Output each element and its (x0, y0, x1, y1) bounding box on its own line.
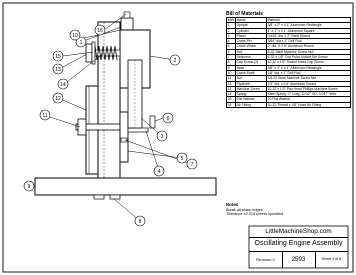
bom-header-name: Name (236, 18, 267, 23)
revision: Revision 0 (249, 251, 283, 268)
bom-item-name: Flat Washer (236, 97, 267, 102)
bom-item-material: 2" dia. X 0.6" Aluminum Round (267, 44, 351, 49)
note-line: Break all sharp edges (226, 207, 263, 212)
bom-item-material: 6-32 x 1/8" Cup Point Socket Set Screw (267, 55, 351, 60)
bom-body (227, 23, 351, 108)
svg-text:3: 3 (160, 133, 164, 140)
balloon-10 (70, 30, 80, 40)
bom-item-name: Cap Screw (2) (236, 60, 267, 65)
bom-header-material: Material (267, 18, 351, 23)
title-block (249, 226, 348, 268)
svg-text:11: 11 (42, 112, 48, 119)
balloon-16 (95, 25, 105, 35)
bom-item-number: 13 (227, 86, 236, 91)
bom-item-material: Steel Spring: 1" Long, 11/32" OD, 0.047" Wire (267, 92, 351, 97)
bom-item-name: Machine Screw (236, 86, 267, 91)
notes (226, 202, 346, 217)
sheet-number: Sheet 1 of 8 (321, 257, 342, 261)
svg-text:2: 2 (173, 57, 177, 64)
bom-item-name: Nut (236, 49, 267, 54)
crank-pin (128, 128, 148, 132)
bom-item-name: Air Fitting (236, 102, 267, 107)
bom-item-name: Setscrew (236, 55, 267, 60)
bom-item-material: 3/8" x 4" x 4.1" Aluminum Rectangle (267, 65, 351, 70)
bom-item-number: 10 (227, 70, 236, 75)
svg-text:1: 1 (79, 39, 83, 46)
bom-item-material: 3/8" x 2" x 4.1" Aluminum Rectangle (267, 23, 351, 28)
balloon-7 (187, 159, 197, 169)
svg-text:10: 10 (72, 32, 78, 39)
bom-item-number: 1 (227, 23, 236, 28)
bom-item-number: 5 (227, 44, 236, 49)
cap-screw-head (94, 195, 104, 199)
bill-of-materials (226, 11, 350, 108)
notes-title: Notes (226, 202, 239, 207)
bom-item-name: Nut (236, 76, 267, 81)
svg-text:4: 4 (157, 168, 161, 175)
bom-item-number: 6 (227, 49, 236, 54)
bom-item-number: 7 (227, 55, 236, 60)
bom-item-name: Crank Wheel (236, 44, 267, 49)
bom-item-material: 1" x 1" x 2.1" Aluminum Square (267, 28, 351, 33)
bom-item-number: 11 (227, 76, 236, 81)
bom-item-number: 16 (227, 102, 236, 107)
bom-item-name: Crank Pin (236, 39, 267, 44)
bom-item-material: 1/8" dia. x 1" Drill Rod (267, 70, 351, 75)
bom-row (227, 102, 351, 107)
bom-item-name: Spring (236, 92, 267, 97)
bom-item-material: 10-32 x 1.5" Pan Head Phillips Machine Screw (267, 86, 351, 91)
company-url: LittleMachineShop.com (249, 226, 348, 238)
bom-item-number: 12 (227, 81, 236, 86)
balloon-3 (157, 131, 167, 141)
bom-item-name: Piston (236, 33, 267, 38)
svg-text:13: 13 (55, 66, 61, 73)
bom-item-material: 3/64" dia x 1" Drill Rod (267, 39, 351, 44)
svg-text:15: 15 (55, 53, 61, 60)
air-fitting (121, 18, 133, 30)
bom-item-material: 0.625" dia. x 2" Steel Round (267, 33, 351, 38)
bom-item-material: 1/4-20 Steel Machine Screw Nut (267, 76, 351, 81)
balloon-13 (53, 64, 63, 74)
bom-item-material: 10 Flat Washer (267, 97, 351, 102)
bom-item-number: 3 (227, 33, 236, 38)
balloon-5 (177, 153, 187, 163)
balloon-12 (53, 93, 63, 103)
bom-table (226, 17, 351, 108)
balloon-15 (53, 51, 63, 61)
bom-item-material: 10-32 x 1/2" Socket Head Cap Screw (267, 60, 351, 65)
crank-wheel (120, 112, 128, 162)
drawing-title: Oscillating Engine Assembly (249, 237, 348, 252)
bom-item-material: 6-32 Steel Machine Screw Nut (267, 49, 351, 54)
bom-item-number: 2 (227, 28, 236, 33)
setscrew (121, 138, 127, 142)
balloon-6 (163, 113, 173, 123)
shaft-nut (78, 119, 86, 135)
svg-text:7: 7 (190, 161, 194, 168)
svg-text:5: 5 (180, 155, 184, 162)
bom-header-item: Item (227, 18, 235, 22)
svg-text:8: 8 (138, 218, 142, 225)
bom-title: Bill of Materials (226, 11, 263, 17)
balloon-4 (154, 166, 164, 176)
balloon-14 (58, 79, 68, 89)
note-line: Tolerance ±0.010 unless specified (226, 212, 284, 217)
bom-item-name: Upright (236, 23, 267, 28)
svg-text:16: 16 (97, 27, 103, 34)
base-plate (35, 178, 216, 195)
svg-text:12: 12 (55, 95, 61, 102)
balloon-11 (40, 110, 50, 120)
svg-text:6: 6 (166, 115, 170, 122)
bom-item-material: 10-32 Thread x 1/8" Hose Air Fitting (267, 102, 351, 107)
balloon-8 (135, 216, 145, 226)
bom-item-name: Crank Shaft (236, 70, 267, 75)
balloon-9 (24, 181, 34, 191)
bom-item-name: Flywheel (236, 81, 267, 86)
bom-row (227, 86, 351, 91)
drawing-number: 2593 (282, 251, 316, 268)
bom-item-number: 9 (227, 65, 236, 70)
bom-item-material: 2.5" dia. x 0.6" Aluminum Round (267, 81, 351, 86)
balloon-2 (170, 55, 180, 65)
bom-item-number: 14 (227, 92, 236, 97)
svg-text:9: 9 (27, 183, 31, 190)
bom-item-name: Base (236, 65, 267, 70)
bom-item-number: 8 (227, 60, 236, 65)
bom-row (227, 92, 351, 97)
bom-item-number: 15 (227, 97, 236, 102)
bom-item-name: Cylinder (236, 28, 267, 33)
cap-screw-head (110, 195, 120, 199)
svg-text:14: 14 (60, 81, 66, 88)
bom-item-number: 4 (227, 39, 236, 44)
upright (98, 22, 120, 178)
